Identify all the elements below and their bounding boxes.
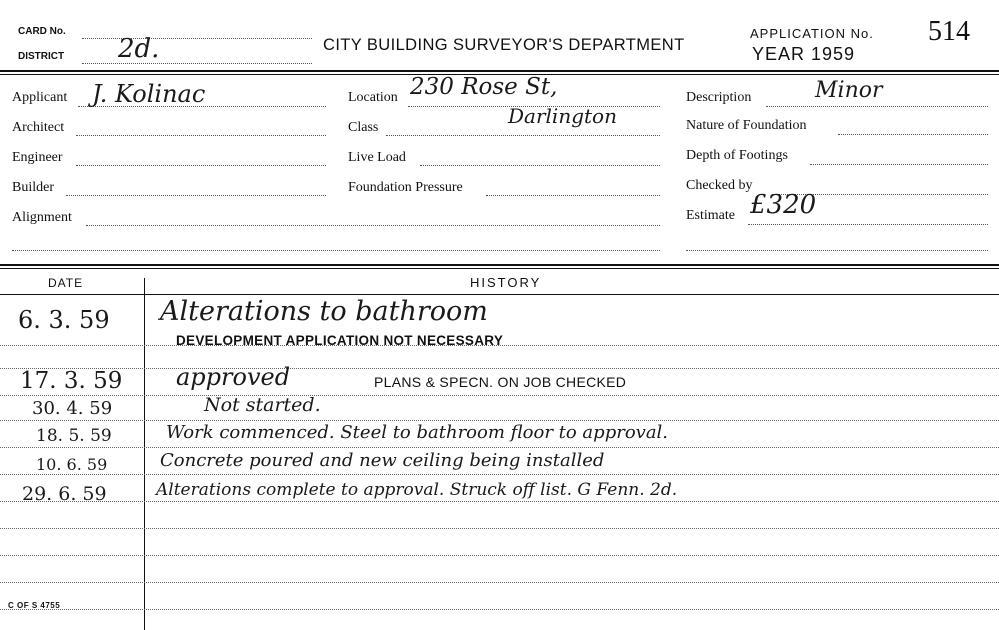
row-line: [0, 609, 999, 610]
form-code: C OF S 4755: [8, 601, 61, 610]
applicant-label: Applicant: [12, 90, 68, 105]
row-line: [0, 582, 999, 583]
estimate-line-2: [686, 250, 988, 251]
location-label: Location: [348, 90, 398, 105]
district-label: DISTRICT: [18, 51, 65, 62]
history-rule-2: [0, 268, 999, 269]
row-line: [0, 420, 999, 421]
history-entry: Alterations to bathroom: [160, 296, 488, 327]
class-line: [386, 135, 660, 136]
history-entry: Not started.: [204, 394, 321, 416]
history-entry: approved: [176, 363, 291, 391]
history-header-rule: [0, 294, 999, 295]
row-line: [0, 555, 999, 556]
builder-label: Builder: [12, 180, 54, 195]
estimate-value: £320: [750, 190, 817, 220]
location-value: 230 Rose St,: [410, 74, 558, 100]
alignment-line-2: [12, 250, 660, 251]
foundation-pressure-line: [486, 195, 660, 196]
card-no-label: CARD No.: [18, 26, 66, 37]
date-header: DATE: [48, 276, 84, 290]
history-date: 6. 3. 59: [18, 306, 110, 334]
history-entry: Alterations complete to approval. Struck off list. G Fenn. 2d.: [156, 480, 678, 500]
history-date: 30. 4. 59: [32, 398, 113, 419]
builder-line: [66, 195, 326, 196]
checked-by-label: Checked by: [686, 178, 753, 193]
history-entry: Work commenced. Steel to bathroom floor to approval.: [166, 422, 669, 443]
header-rule-1: [0, 70, 999, 72]
department-title: CITY BUILDING SURVEYOR'S DEPARTMENT: [323, 36, 685, 54]
location-value-2: Darlington: [508, 104, 617, 128]
live-load-label: Live Load: [348, 150, 406, 165]
row-line: [0, 474, 999, 475]
description-value: Minor: [815, 78, 883, 103]
description-label: Description: [686, 90, 752, 105]
depth-of-footings-line: [810, 164, 988, 165]
row-line: [0, 368, 999, 369]
history-entry: Concrete poured and new ceiling being installed: [160, 450, 605, 471]
history-rule-1: [0, 264, 999, 266]
applicant-value: J. Kolinac: [92, 80, 206, 108]
engineer-line: [76, 165, 326, 166]
engineer-label: Engineer: [12, 150, 63, 165]
depth-of-footings-label: Depth of Footings: [686, 148, 788, 163]
history-stamp: DEVELOPMENT APPLICATION NOT NECESSARY: [176, 333, 504, 348]
row-line: [0, 395, 999, 396]
row-line: [0, 501, 999, 502]
history-date: 10. 6. 59: [36, 455, 108, 474]
class-label: Class: [348, 120, 379, 135]
description-line: [766, 106, 988, 107]
estimate-line: [748, 224, 988, 225]
application-no-value: 514: [928, 16, 970, 47]
foundation-pressure-label: Foundation Pressure: [348, 180, 463, 195]
estimate-label: Estimate: [686, 208, 735, 223]
history-header: HISTORY: [470, 275, 542, 290]
history-date: 17. 3. 59: [20, 368, 123, 394]
architect-line: [76, 135, 326, 136]
row-line: [0, 528, 999, 529]
application-no-label: APPLICATION No.: [750, 26, 874, 41]
nature-of-foundation-label: Nature of Foundation: [686, 118, 807, 133]
date-column-divider: [144, 278, 145, 630]
year-label: YEAR 1959: [752, 44, 856, 64]
history-date: 29. 6. 59: [22, 483, 107, 505]
history-stamp: PLANS & SPECN. ON JOB CHECKED: [374, 374, 627, 390]
architect-label: Architect: [12, 120, 65, 135]
live-load-line: [420, 165, 660, 166]
card-no-line: [82, 38, 312, 39]
district-line: [82, 63, 312, 64]
nature-of-foundation-line: [838, 134, 988, 135]
history-date: 18. 5. 59: [36, 426, 112, 446]
row-line: [0, 447, 999, 448]
alignment-line: [86, 225, 660, 226]
district-value: 2d.: [118, 34, 160, 64]
alignment-label: Alignment: [12, 210, 72, 225]
